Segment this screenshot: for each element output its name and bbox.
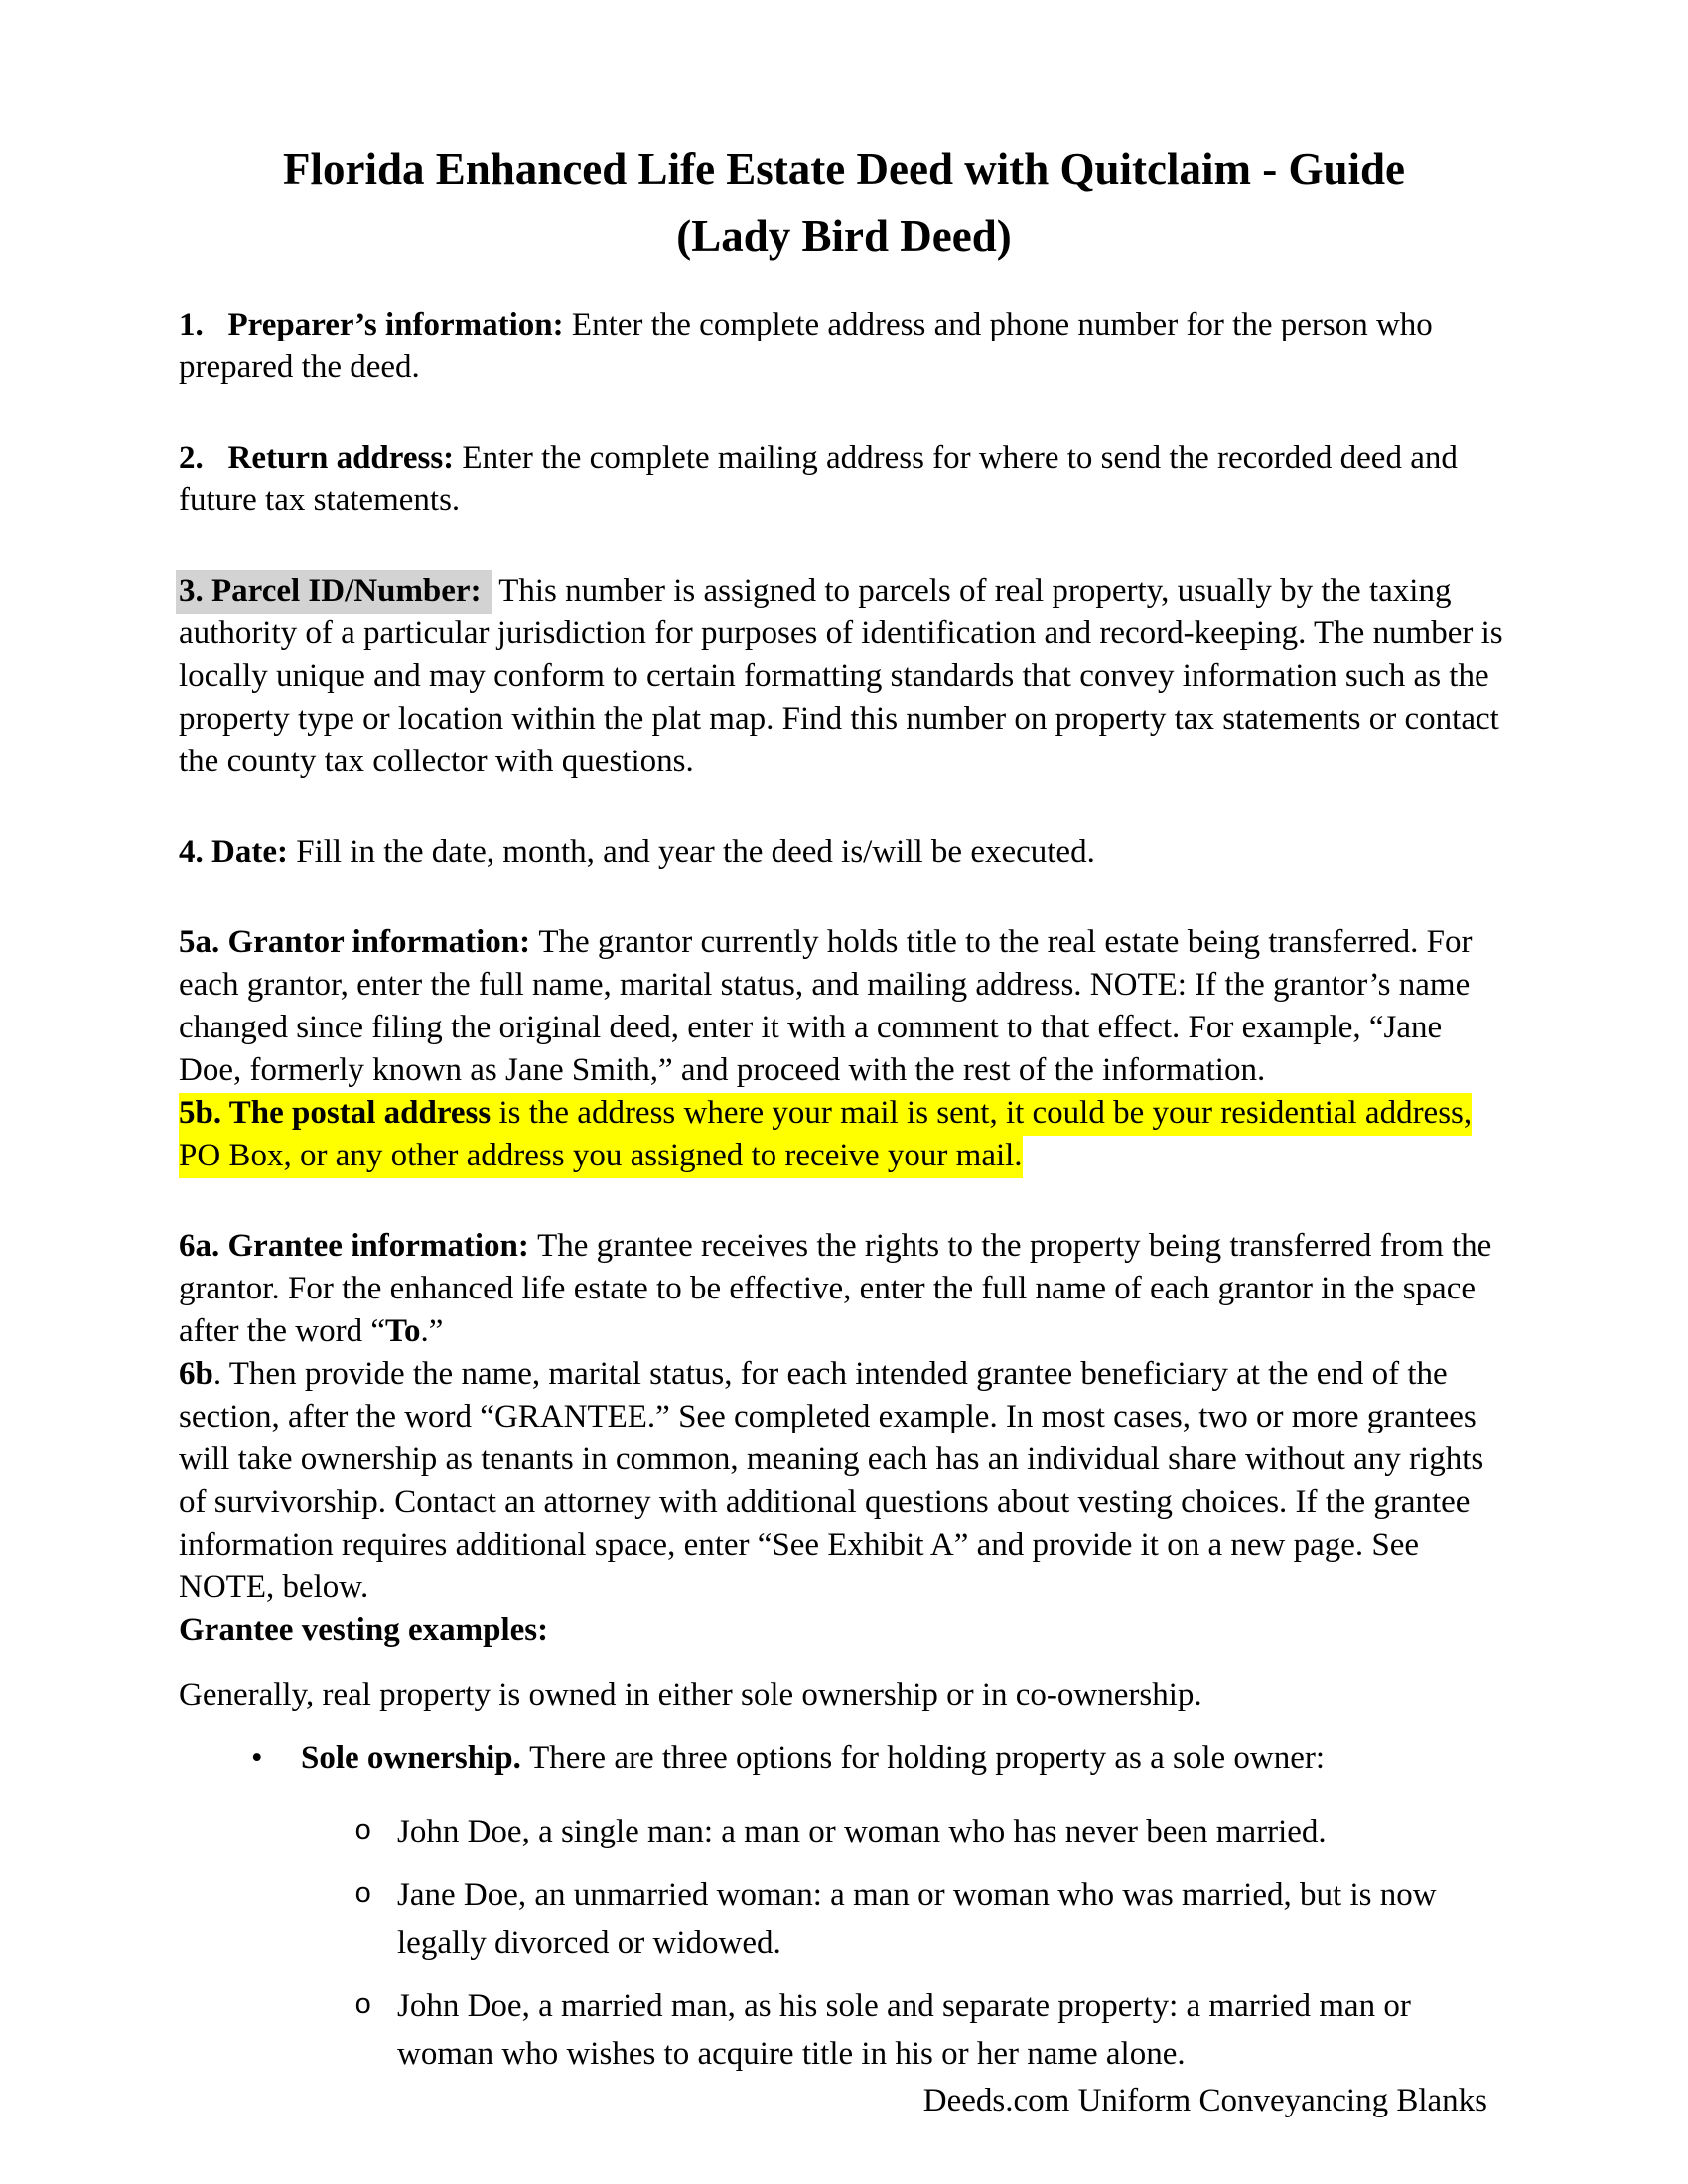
footer-deeds-attribution: Deeds.com Uniform Conveyancing Blanks (922, 2083, 1487, 2118)
section-grantor-information (179, 921, 1509, 1177)
list-item-text: Sole ownership. There are three options for holding property as a sole owner: (301, 1740, 1326, 1776)
paragraph-grantor-information: 5a. Grantor information: The grantor currently holds title to the real estate being transferred. For each grantor, enter the full name, marital status, and mailing address. NOTE: If the grantor’s name changed since filing the original deed, enter it with a comment to that effect. For example, “Jane Doe, formerly known as Jane Smith,” and proceed with the rest of the information. (179, 924, 1473, 1088)
paragraph-date: 4. Date: Fill in the date, month, and year the deed is/will be executed. (179, 834, 1095, 870)
paragraph-grantee-beneficiary: 6b. Then provide the name, marital status, for each intended grantee beneficiary at the end of the section, after the word “GRANTEE.” See completed example. In most cases, two or more grantees will take ownership as tenants in common, meaning each has an individual share without any rights of survivorship. Contact an attorney with additional questions about vesting choices. If the grantee information requires additional space, enter “See Exhibit A” and provide it on a new page. See NOTE, below. (179, 1356, 1484, 1605)
circle-bullet-icon: o (354, 1878, 372, 1911)
heading-grantee-vesting-examples: Grantee vesting examples: (179, 1612, 549, 1648)
paragraph-parcel-id-number: 3. Parcel ID/Number: This number is assigned to parcels of real property, usually by the taxing authority of a particular jurisdiction for purposes of identification and record-keeping. The number is locally unique and may conform to certain formatting standards that convey information such as the property type or location within the plat map. Find this number on property tax statements or contact the county tax collector with questions. (179, 570, 1509, 783)
paragraph-grantee-information: 6a. Grantee information: The grantee receives the rights to the property being transferred from the grantor. For the enhanced life estate to be effective, enter the full name of each grantor in the space after the word “To.” (179, 1228, 1492, 1349)
list-item-text: John Doe, a single man: a man or woman who has never been married. (397, 1814, 1327, 1849)
document-content (0, 135, 1688, 2078)
paragraph-generally-ownership: Generally, real property is owned in either sole ownership or in co-ownership. (179, 1677, 1202, 1712)
list-item-sole-ownership (251, 1734, 1509, 1782)
circle-bullet-icon: o (354, 1989, 372, 2022)
list-item-unmarried-woman (354, 1871, 1509, 1967)
title-line-2: (Lady Bird Deed) (676, 211, 1012, 261)
list-item-single-man (354, 1808, 1509, 1855)
bullet-icon: • (251, 1740, 263, 1776)
document-title (179, 135, 1509, 270)
paragraph-postal-address-highlighted: 5b. The postal address is the address where your mail is sent, it could be your residential address, PO Box, or any other address you assigned to receive your mail. (179, 1092, 1509, 1177)
circle-bullet-icon: o (354, 1815, 372, 1847)
paragraph-preparers-information: 1. Preparer’s information: Enter the complete address and phone number for the person who prepared the deed. (179, 307, 1433, 385)
vesting-examples-list (179, 1734, 1509, 2078)
list-item-text: Jane Doe, an unmarried woman: a man or woman who was married, but is now legally divorced or widowed. (397, 1877, 1437, 1961)
paragraph-return-address: 2. Return address: Enter the complete mailing address for where to send the recorded deed and future tax statements. (179, 440, 1458, 518)
list-item-text: John Doe, a married man, as his sole and separate property: a married man or woman who wishes to acquire title in his or her name alone. (397, 1988, 1411, 2072)
title-line-1: Florida Enhanced Life Estate Deed with Quitclaim - Guide (283, 144, 1405, 194)
section-grantee-information (179, 1225, 1509, 1652)
list-item-married-man (354, 1982, 1509, 2078)
